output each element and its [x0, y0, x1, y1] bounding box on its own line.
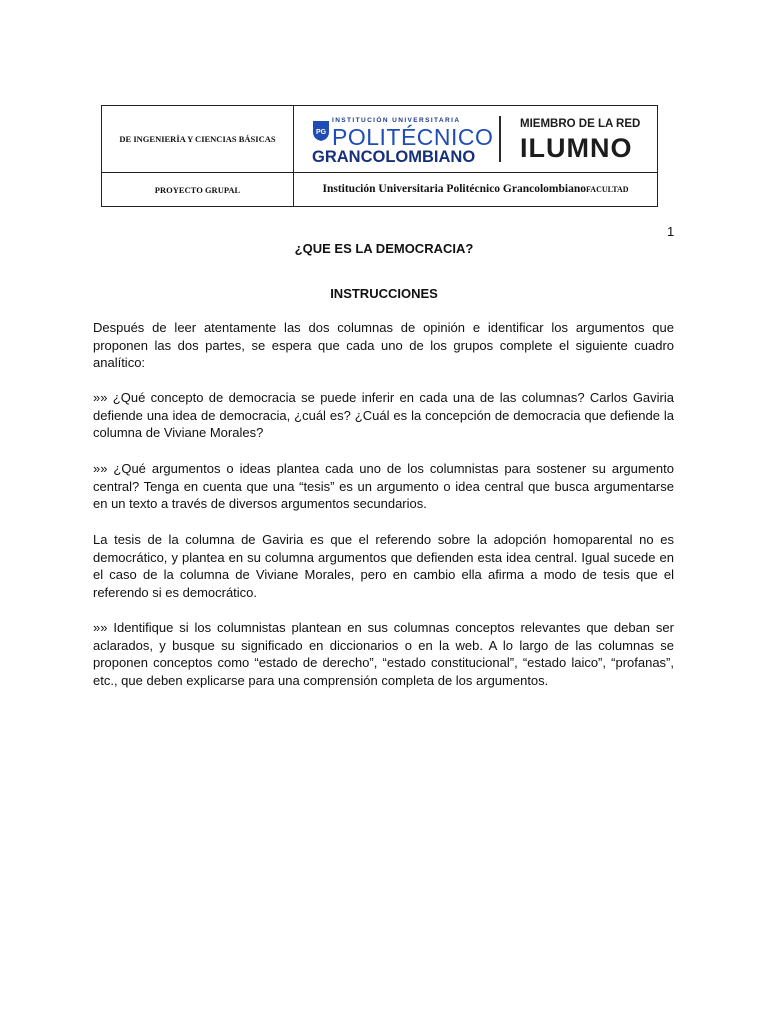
logo-sub-text: GRANCOLOMBIANO — [312, 148, 476, 166]
network-logo-text: ILUMNO — [520, 133, 633, 163]
paragraph: »» ¿Qué argumentos o ideas plantea cada uno de los columnistas para sostener su argumento central? Tenga en cuenta que una “tesis” es un argumento o idea central que busca argumentarse en un texto a través de diversos argumentos secundarios. — [93, 461, 674, 512]
paragraph: La tesis de la columna de Gaviria es que el referendo sobre la adopción homoparental no es democrático, y plantea en su columna argumentos que defienden esta idea central. Igual sucede en el caso de la columna de Viviane Morales, pero en cambio ella afirma a modo de tesis que el referendo si es democrático. — [93, 532, 674, 600]
shield-letters: PG — [315, 129, 327, 136]
faculty-label: DE INGENIERÌA Y CIENCIAS BÁSICAS — [119, 134, 276, 144]
logo-cell — [294, 106, 658, 173]
project-cell — [102, 173, 294, 207]
institution-logo — [294, 106, 657, 172]
institution-name: Institución Universitaria Politécnico Grancolombiano — [322, 183, 586, 195]
logo-divider — [499, 116, 501, 162]
paragraph: Después de leer atentamente las dos columnas de opinión e identificar los argumentos que proponen las dos partes, se espera que cada uno de los grupos complete el siguiente cuadro analítico: — [93, 320, 674, 371]
header-table — [101, 105, 658, 207]
document-title: ¿QUE ES LA DEMOCRACIA? — [294, 241, 474, 256]
logo-small-text: INSTITUCIÓN UNIVERSITARIA — [332, 117, 461, 124]
institution-suffix: FACULTAD — [586, 185, 629, 194]
institution-cell — [294, 173, 658, 207]
section-heading: INSTRUCCIONES — [330, 286, 438, 301]
paragraph: »» ¿Qué concepto de democracia se puede inferir en cada una de las columnas? Carlos Gaviria defiende una idea de democracia, ¿cuál es? ¿Cuál es la concepción de democracia que defiende la columna de Viviane Morales? — [93, 390, 674, 441]
logo-big-text: POLITÉCNICO — [332, 124, 494, 150]
project-label: PROYECTO GRUPAL — [154, 184, 241, 195]
page-number: 1 — [667, 224, 675, 239]
member-text: MIEMBRO DE LA RED — [520, 118, 641, 130]
paragraph: »» Identifique si los columnistas plantean en sus columnas conceptos relevantes que deban ser aclarados, y busque su significado en diccionarios o en la web. A lo largo de las columnas se proponen conceptos como “estado de derecho”, “estado constitucional”, “estado laico”, “profanas”, etc., que deben explicarse para una comprensión completa de los argumentos. — [93, 620, 674, 688]
shield-icon — [312, 120, 330, 142]
faculty-cell — [102, 106, 294, 173]
